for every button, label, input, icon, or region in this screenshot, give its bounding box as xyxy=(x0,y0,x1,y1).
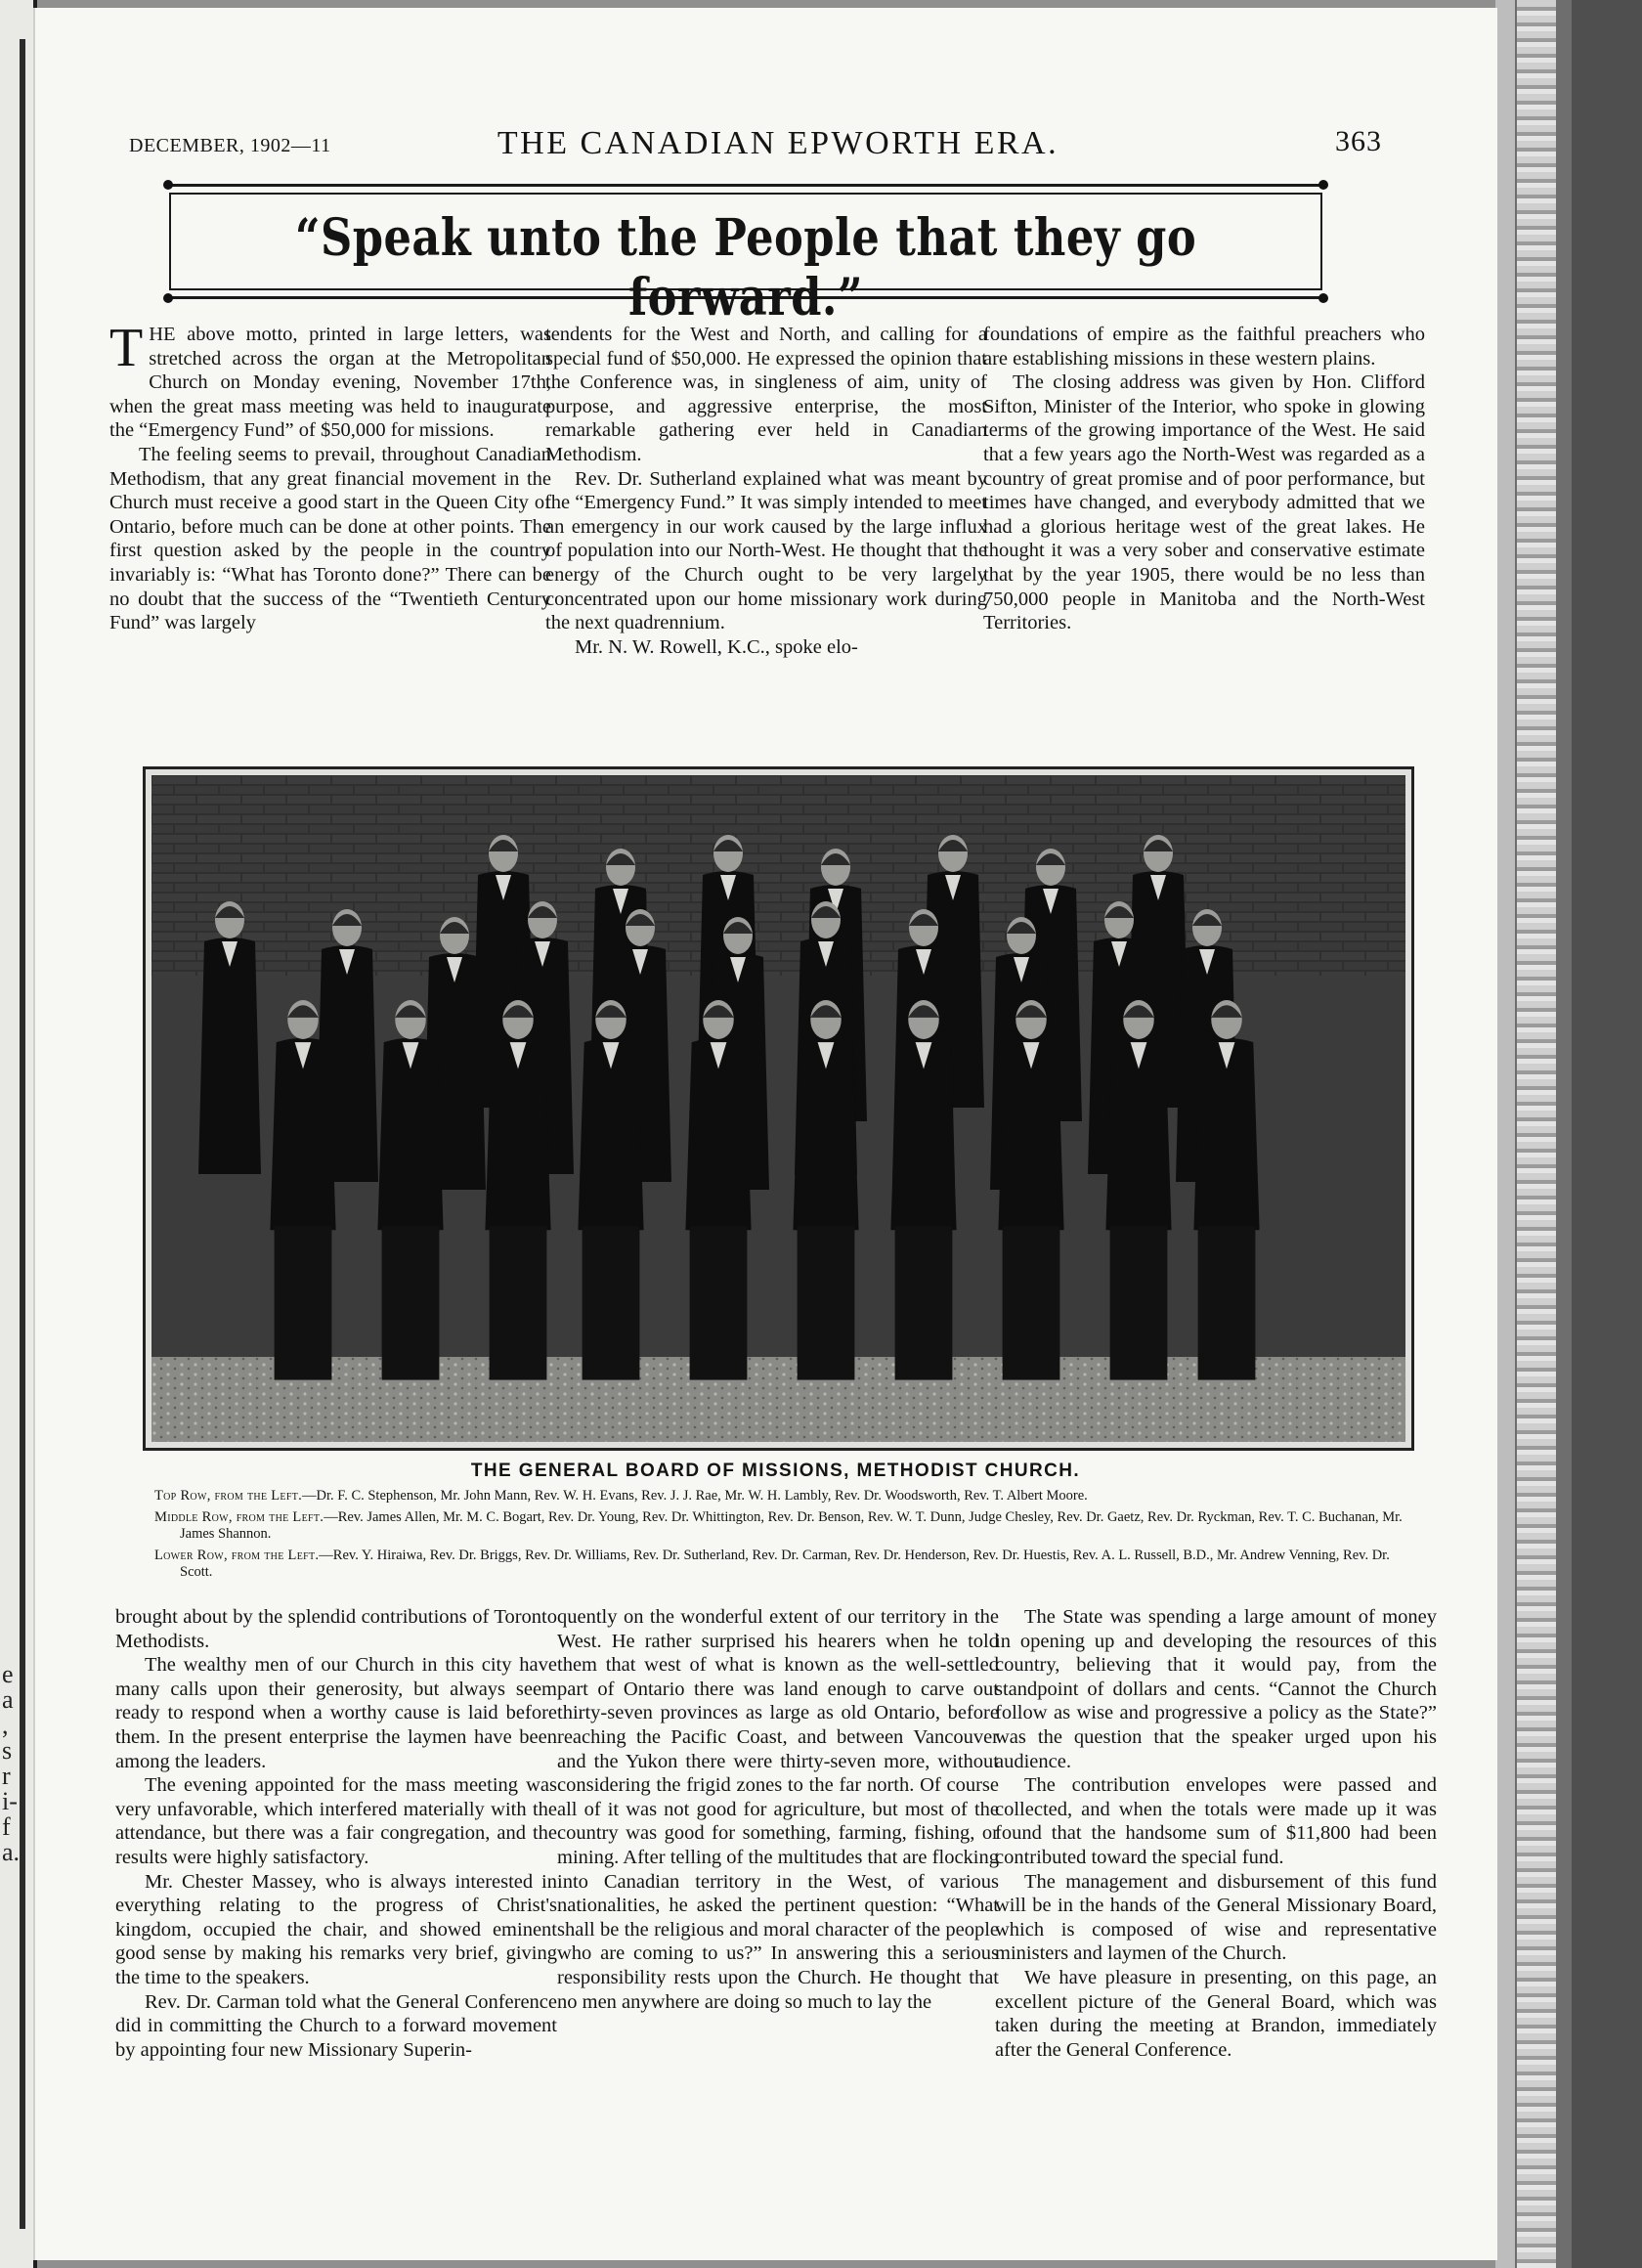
seated-man-lower-row xyxy=(485,1000,550,1380)
paragraph: We have pleasure in presenting, on this page, an excellent picture of the General Board, which was taken during the meeting at Brandon, immediately after the General Conference. xyxy=(995,1966,1437,2061)
row-names: —Rev. James Allen, Mr. M. C. Bogart, Rev. Dr. Young, Rev. Dr. Whittington, Rev. Dr. Benson, Rev. W. T. Dunn, Judge Chesley, Rev. Dr. Gaetz, Rev. Dr. Ryckman, Rev. T. C. Buchanan, Mr. James Shannon. xyxy=(180,1509,1403,1542)
fragment-letter: e xyxy=(2,1660,14,1688)
fragment-letter: s xyxy=(2,1736,13,1765)
paragraph: brought about by the splendid contributions of Toronto Methodists. xyxy=(115,1606,557,1652)
corner-ornament xyxy=(163,180,173,190)
facing-page-text-fragments xyxy=(2,1662,23,1865)
fragment-letter: , xyxy=(2,1711,9,1739)
article-column-2-top xyxy=(545,323,987,659)
row-label: Middle Row, from the Left. xyxy=(154,1509,324,1525)
paragraph-text: HE above motto, printed in large letters, was stretched across the organ at the Metropolitan Church on Monday evening, November 17th, when the great mass meeting was held to inaugurate the “Emergency Fund” of $50,000 for missions. xyxy=(109,324,551,442)
paragraph: The wealthy men of our Church in this city have many calls upon their generosity, but always seem ready to respond when a worthy cause is laid before them. In the present enterprise the laymen have been among the leaders. xyxy=(115,1654,557,1772)
corner-ornament xyxy=(163,293,173,303)
fragment-letter: f xyxy=(2,1812,11,1841)
paragraph: The closing address was given by Hon. Clifford Sifton, Minister of the Interior, who spoke in glowing terms of the growing importance of the West. He said that a few years ago the North-West was regarded as a country of great promise and of poor performance, but times have changed, and everybody admitted that we had a glorious heritage west of the great lakes. He thought it was a very sober and conservative estimate that by the year 1905, there would be no less than 750,000 people in Manitoba and the North-West Territories. xyxy=(983,371,1425,634)
group-photograph xyxy=(143,766,1414,1451)
article-column-1-bottom xyxy=(115,1605,557,2062)
paragraph: foundations of empire as the faithful preachers who are establishing missions in these western plains. xyxy=(983,324,1425,370)
row-names: —Dr. F. C. Stephenson, Mr. John Mann, Rev. W. H. Evans, Rev. J. J. Rae, Mr. W. H. Lambly, Rev. Dr. Woodsworth, Rev. T. Albert Moore. xyxy=(302,1488,1088,1504)
masthead-title: THE CANADIAN EPWORTH ERA. xyxy=(497,125,1059,161)
binding-spine xyxy=(20,39,25,2229)
seated-man-lower-row xyxy=(998,1000,1063,1380)
standing-man-middle-row xyxy=(198,901,261,1174)
motto-banner xyxy=(169,184,1322,327)
binding-edge xyxy=(1495,0,1642,2268)
paragraph: tendents for the West and North, and calling for a special fund of $50,000. He expressed the opinion that the Conference was, in singleness of aim, unity of purpose, and aggressive enterprise, the most remarkable gathering ever held in Canadian Methodism. xyxy=(545,324,987,465)
row-names: —Rev. Y. Hiraiwa, Rev. Dr. Briggs, Rev. Dr. Williams, Rev. Dr. Sutherland, Rev. Dr. Carman, Rev. Dr. Henderson, Rev. Dr. Huestis, Rev. A. L. Russell, B.D., Mr. Andrew Venning, Rev. Dr. Scott. xyxy=(180,1548,1390,1580)
issue-date: DECEMBER, 1902—11 xyxy=(129,135,331,156)
photo-image xyxy=(151,775,1405,1442)
facing-page-gutter xyxy=(0,0,37,2268)
paragraph xyxy=(109,318,551,443)
name-row-lower xyxy=(154,1548,1405,1581)
cover-band xyxy=(1572,0,1642,2268)
paragraph: The feeling seems to prevail, throughout Canadian Methodism, that any great financial movement in the Church must receive a good start in the Queen City of Ontario, before much can be done at other points. The first question asked by the people in the country invariably is: “What has Toronto done?” There can be no doubt that the success of the “Twentieth Century Fund” was largely xyxy=(109,443,551,634)
paragraph: Mr. Chester Massey, who is always interested in everything relating to the progress of Christ's kingdom, occupied the chair, and showed eminent good sense by making his remarks very brief, giving the time to the speakers. xyxy=(115,1870,557,1988)
article-column-2-bottom xyxy=(557,1605,999,2014)
corner-ornament xyxy=(1318,293,1328,303)
article-column-3-top xyxy=(983,323,1425,635)
row-label: Lower Row, from the Left. xyxy=(154,1548,320,1563)
fragment-letter: a. xyxy=(2,1838,21,1866)
paragraph: The contribution envelopes were passed and collected, and when the totals were made up it was found that the handsome sum of $11,800 had been contributed toward the special fund. xyxy=(995,1774,1437,1868)
name-row-top xyxy=(154,1488,1405,1505)
paragraph: The State was spending a large amount of money in opening up and developing the resources of this country, believing that it would pay, from the standpoint of dollars and cents. “Cannot the Church follow as wise and progressive a policy as the State?” was the question that the speaker urged upon his audience. xyxy=(995,1606,1437,1772)
newspaper-page xyxy=(33,8,1497,2260)
drop-cap: T xyxy=(109,318,144,378)
corner-ornament xyxy=(1318,180,1328,190)
fragment-letter: a xyxy=(2,1685,14,1714)
seated-man-lower-row xyxy=(793,1000,858,1380)
paragraph: Rev. Dr. Sutherland explained what was meant by the “Emergency Fund.” It was simply intended to meet an emergency in our work caused by the large influx of population into our North-West. He thought that the energy of the Church ought to be very largely concentrated upon our home missionary work during the next quadrennium. xyxy=(545,467,987,634)
paragraph: Mr. N. W. Rowell, K.C., spoke elo- xyxy=(575,635,858,658)
article-column-1-top xyxy=(109,318,551,635)
name-row-middle xyxy=(154,1509,1405,1543)
fragment-letter: r xyxy=(2,1762,11,1790)
running-header xyxy=(35,123,1497,162)
paragraph: The management and disbursement of this fund will be in the hands of the General Missionary Board, which is composed of wise and representative ministers and laymen of the Church. xyxy=(995,1870,1437,1965)
photo-name-list xyxy=(154,1488,1405,1586)
fragment-letter: i- xyxy=(2,1787,18,1815)
page-edge xyxy=(1495,0,1515,2268)
seated-man-lower-row xyxy=(890,1000,956,1380)
seated-man-lower-row xyxy=(578,1000,643,1380)
photo-caption: THE GENERAL BOARD OF MISSIONS, METHODIST CHURCH. xyxy=(470,1461,1081,1481)
motto-headline: “Speak unto the People that they go forward.” xyxy=(294,208,1197,327)
paragraph: The evening appointed for the mass meeting was very unfavorable, which interfered materially with the attendance, but there was a fair congregation, and the results were highly satisfactory. xyxy=(115,1774,557,1868)
seated-man-lower-row xyxy=(377,1000,443,1380)
seated-man-lower-row xyxy=(1193,1000,1259,1380)
marbled-edge xyxy=(1517,0,1556,2268)
seated-man-lower-row xyxy=(270,1000,335,1380)
paragraph: quently on the wonderful extent of our territory in the West. He rather surprised his hearers when he told them that west of what is known as the well-settled part of Ontario there was land enough to carve out thirty-seven provinces as large as old Ontario, before reaching the Pacific Coast, and between Vancouver and the Yukon there were thirty-seven more, without considering the frigid zones to the far north. Of course all of it was not good for agriculture, but most of the country was good for something, farming, fishing, or mining. After telling of the multitudes that are flocking into Canadian territory in the West, of various nationalities, he asked the pertinent question: “What shall be the religious and moral character of the people who are coming to us?” In answering this a serious responsibility rests upon the Church. He thought that no men anywhere are doing so much to lay the xyxy=(557,1606,999,2013)
seated-man-lower-row xyxy=(685,1000,751,1380)
paragraph: Rev. Dr. Carman told what the General Conference did in committing the Church to a forward movement by appointing four new Missionary Superin- xyxy=(115,1990,557,2061)
row-label: Top Row, from the Left. xyxy=(154,1488,303,1504)
article-column-3-bottom xyxy=(995,1605,1437,2062)
page-number: 363 xyxy=(1335,125,1382,157)
seated-man-lower-row xyxy=(1105,1000,1171,1380)
